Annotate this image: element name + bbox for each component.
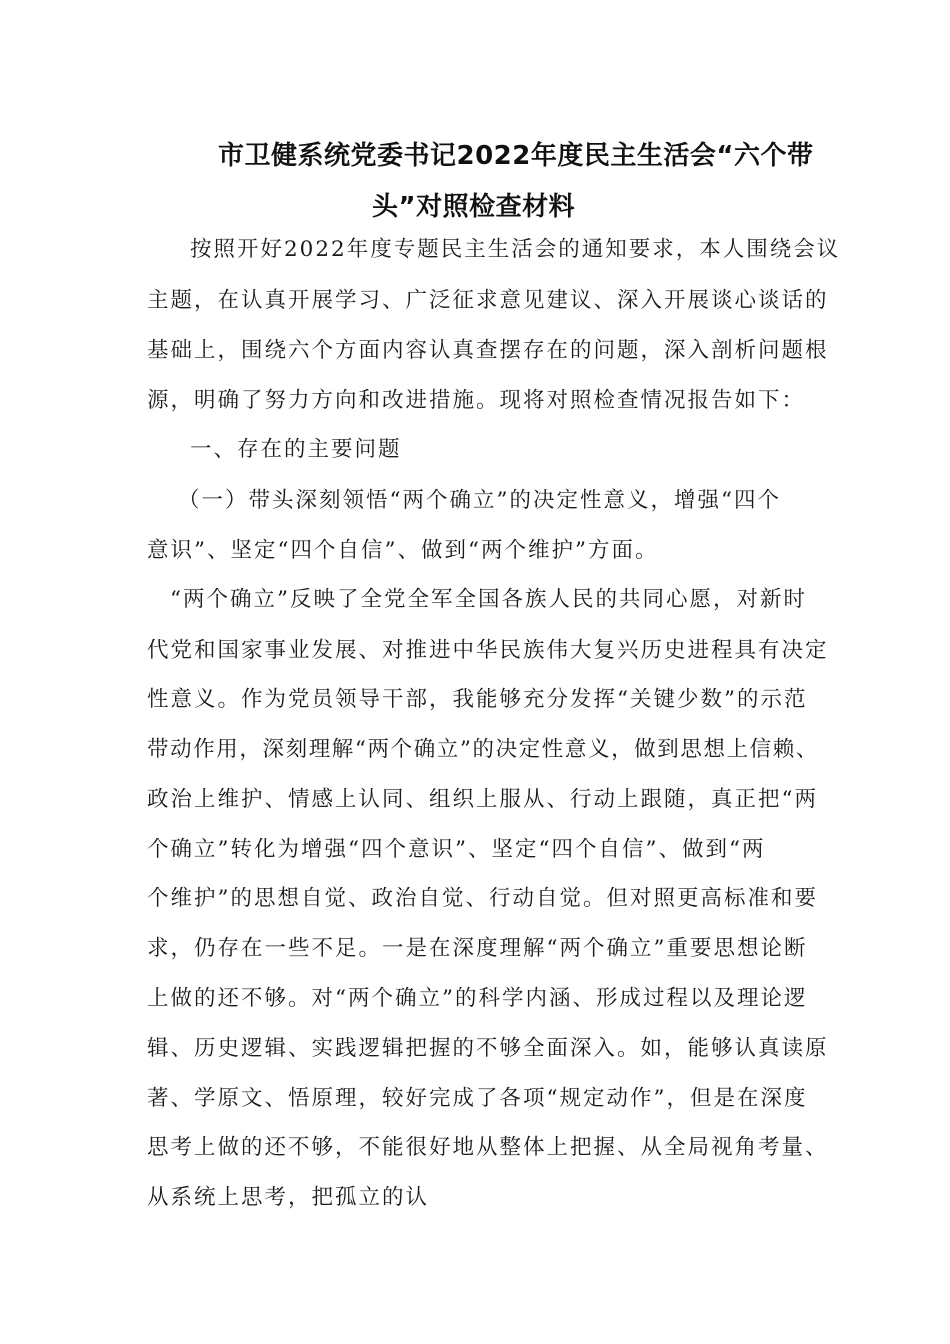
body-line: 意识”、坚定“四个自信”、做到“两个维护”方面。 — [147, 538, 659, 563]
section-heading: 一、存在的主要问题 — [190, 437, 402, 462]
body-line: 带动作用，深刻理解“两个确立”的决定性意义，做到思想上信赖、 — [147, 737, 819, 762]
body-line: 代党和国家事业发展、对推进中华民族伟大复兴历史进程具有决定 — [147, 638, 829, 663]
document-title-line-1: 市卫健系统党委书记2022年度民主生活会“六个带 — [218, 141, 814, 171]
body-line: 上做的还不够。对“两个确立”的科学内涵、形成过程以及理论逻 — [147, 986, 808, 1011]
body-line: 政治上维护、情感上认同、组织上服从、行动上跟随，真正把“两 — [147, 787, 818, 812]
body-line: 思考上做的还不够，不能很好地从整体上把握、从全局视角考量、 — [147, 1135, 829, 1160]
body-line: 著、学原文、悟原理，较好完成了各项“规定动作”，但是在深度 — [147, 1086, 808, 1111]
body-line: 个维护”的思想自觉、政治自觉、行动自觉。但对照更高标准和要 — [147, 886, 818, 911]
body-line: 个确立”转化为增强“四个意识”、坚定“四个自信”、做到“两 — [147, 837, 766, 862]
body-line: “两个确立”反映了全党全军全国各族人民的共同心愿，对新时 — [170, 587, 807, 612]
body-line: 求，仍存在一些不足。一是在深度理解“两个确立”重要思想论断 — [147, 936, 808, 961]
body-line: 性意义。作为党员领导干部，我能够充分发挥“关键少数”的示范 — [147, 687, 808, 712]
body-line: 从系统上思考，把孤立的认 — [147, 1185, 430, 1210]
body-line: 源，明确了努力方向和改进措施。现将对照检查情况报告如下： — [147, 388, 806, 413]
body-line: 辑、历史逻辑、实践逻辑把握的不够全面深入。如，能够认真读原 — [147, 1036, 829, 1061]
subsection-heading: （一）带头深刻领悟“两个确立”的决定性意义，增强“四个 — [178, 488, 781, 513]
document-title-line-2: 头”对照检查材料 — [372, 192, 576, 222]
body-line: 按照开好2022年度专题民主生活会的通知要求，本人围绕会议 — [190, 237, 841, 262]
body-line: 基础上，围绕六个方面内容认真查摆存在的问题，深入剖析问题根 — [147, 338, 829, 363]
body-line: 主题，在认真开展学习、广泛征求意见建议、深入开展谈心谈话的 — [147, 288, 829, 313]
